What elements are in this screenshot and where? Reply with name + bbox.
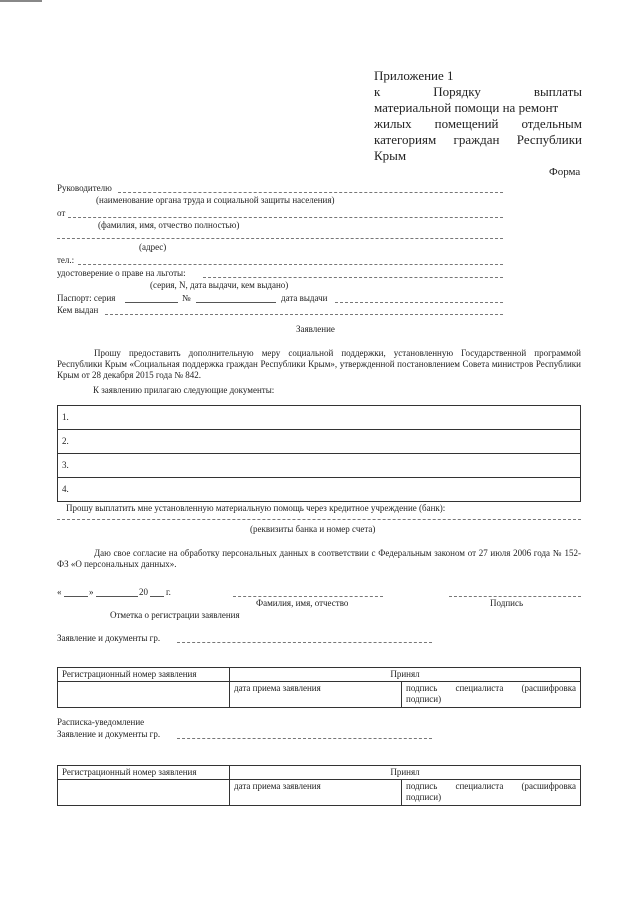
date-open-quote: « xyxy=(57,587,62,597)
sign-caption: Подпись xyxy=(490,598,524,608)
date-g: г. xyxy=(166,587,171,597)
phone-label: тел.: xyxy=(57,255,75,265)
passport-date-line[interactable] xyxy=(335,302,503,303)
cert-caption: (серия, N, дата выдачи, кем выдано) xyxy=(150,280,289,290)
document-cell[interactable]: 2. xyxy=(58,430,581,454)
receipt-reg-number-cell[interactable] xyxy=(58,780,230,806)
date-received-cell[interactable]: дата приема заявления xyxy=(230,682,402,708)
date-year: 20 xyxy=(139,587,148,597)
passport-no-line[interactable] xyxy=(196,302,276,303)
receipt-date-received-cell[interactable]: дата приема заявления xyxy=(230,780,402,806)
registration-docs-label: Заявление и документы гр. xyxy=(57,633,161,643)
receipt-docs-label: Заявление и документы гр. xyxy=(57,729,161,739)
date-month-line[interactable] xyxy=(96,596,138,597)
document-cell[interactable]: 4. xyxy=(58,478,581,502)
cert-label: удостоверение о праве на льготы: xyxy=(57,268,186,278)
document-cell[interactable]: 3. xyxy=(58,454,581,478)
registration-table xyxy=(57,667,581,708)
top-mark xyxy=(0,0,42,2)
to-line[interactable] xyxy=(118,192,503,193)
page-title: Заявление xyxy=(296,324,335,334)
fio-line[interactable] xyxy=(233,596,383,597)
appendix-line3: материальной помощи на ремонт xyxy=(374,100,559,115)
accepted-header: Принял xyxy=(230,668,581,682)
appendix-line1: Приложение 1 xyxy=(374,68,454,83)
passport-series-label: Паспорт: серия xyxy=(57,293,116,303)
document-row xyxy=(58,430,581,454)
receipt-table xyxy=(57,765,581,806)
document-row xyxy=(58,478,581,502)
to-caption: (наименование органа труда и социальной защиты населения) xyxy=(96,195,335,205)
fio-caption: Фамилия, имя, отчество xyxy=(256,598,349,608)
address-line[interactable] xyxy=(57,238,503,239)
receipt-reg-number-header: Регистрационный номер заявления xyxy=(58,766,230,780)
issued-by-label: Кем выдан xyxy=(57,305,99,315)
document-cell[interactable]: 1. xyxy=(58,406,581,430)
bank-caption: (реквизиты банка и номер счета) xyxy=(250,524,376,534)
appendix-line2: к Порядку выплаты xyxy=(374,84,582,99)
specialist-sign-cell[interactable]: подпись специалиста (расшифровка подписи) xyxy=(402,682,581,708)
request-paragraph: Прошу предоставить дополнительную меру социальной поддержки, установленную Государственной программой Республики Крым «Социальная поддержка граждан Республики Крым», утвержденной постановлением Совета министров Республики Крым от 28 декабря 2015 года № 842. xyxy=(57,348,581,380)
appendix-block xyxy=(374,68,582,164)
appendix-line4: жилых помещений отдельным xyxy=(374,116,582,131)
date-close-quote: » xyxy=(89,587,94,597)
receipt-specialist-sign-cell[interactable]: подпись специалиста (расшифровка подписи) xyxy=(402,780,581,806)
address-caption: (адрес) xyxy=(139,242,167,252)
document-row xyxy=(58,406,581,430)
registration-title: Отметка о регистрации заявления xyxy=(110,610,240,620)
issued-by-line[interactable] xyxy=(105,314,503,315)
pay-label: Прошу выплатить мне установленную материальную помощь через кредитное учреждение (банк): xyxy=(66,503,446,513)
phone-line[interactable] xyxy=(78,264,503,265)
bank-line[interactable] xyxy=(57,519,581,520)
from-line[interactable] xyxy=(68,217,503,218)
cert-line[interactable] xyxy=(203,277,503,278)
forma-label: Форма xyxy=(549,166,581,178)
reg-number-cell[interactable] xyxy=(58,682,230,708)
passport-series-line[interactable] xyxy=(125,302,178,303)
attach-label: К заявлению прилагаю следующие документы: xyxy=(93,385,275,395)
date-day-line[interactable] xyxy=(64,596,88,597)
date-year-line[interactable] xyxy=(150,596,164,597)
documents-table xyxy=(57,405,581,502)
passport-no-label: № xyxy=(182,293,191,303)
consent-paragraph: Даю свое согласие на обработку персональных данных в соответствии с Федеральным законом от 27 июля 2006 года № 152-ФЗ «О персональных данных». xyxy=(57,548,581,569)
to-label: Руководителю xyxy=(57,183,112,193)
receipt-accepted-header: Принял xyxy=(230,766,581,780)
receipt-docs-line[interactable] xyxy=(177,738,432,739)
receipt-title: Расписка-уведомление xyxy=(57,717,145,727)
from-label: от xyxy=(57,208,66,218)
reg-number-header: Регистрационный номер заявления xyxy=(58,668,230,682)
registration-docs-line[interactable] xyxy=(177,642,432,643)
passport-date-label: дата выдачи xyxy=(281,293,328,303)
from-caption: (фамилия, имя, отчество полностью) xyxy=(98,220,240,230)
document-row xyxy=(58,454,581,478)
appendix-line5: категориям граждан Республики xyxy=(374,132,582,147)
appendix-line6: Крым xyxy=(374,148,407,163)
sign-line[interactable] xyxy=(449,596,581,597)
